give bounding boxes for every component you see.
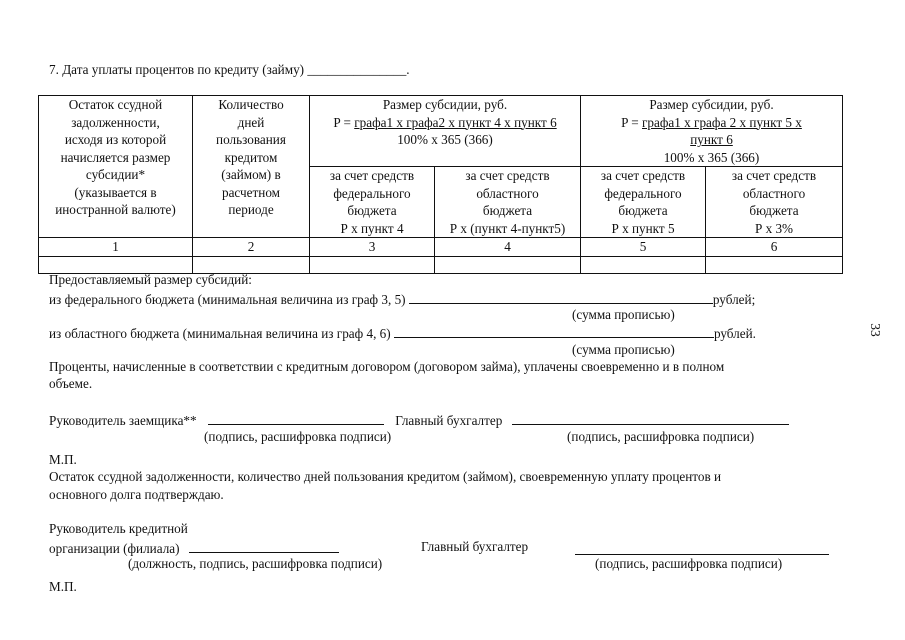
table-cell xyxy=(706,256,843,273)
col-header-regional-1: за счет средств областного бюджета Р х (пункт 4-пункт5) xyxy=(435,167,581,238)
provided-title: Предоставляемый размер субсидий: xyxy=(49,272,252,287)
table-cell xyxy=(193,256,310,273)
federal-sum-field[interactable] xyxy=(409,290,713,304)
regional-sum-caption: (сумма прописью) xyxy=(572,342,675,357)
borrower-accountant-signature-field[interactable] xyxy=(512,411,789,425)
stamp-place-2: М.П. xyxy=(49,579,77,594)
table-header-row xyxy=(39,96,843,167)
bank-head-label-1: Руководитель кредитной xyxy=(49,521,188,536)
formula-1: графа1 х графа2 х пункт 4 х пункт 6 xyxy=(354,114,557,130)
table-cell xyxy=(39,256,193,273)
col-group-subsidy-1: Размер субсидии, руб. P = графа1 х графа2 х пункт 4 х пункт 6 100% х 365 (366) xyxy=(310,96,581,167)
regional-rub: рублей. xyxy=(713,326,756,341)
stamp-place-1: М.П. xyxy=(49,452,77,467)
page-number: 33 xyxy=(867,323,883,337)
table-cell xyxy=(310,256,435,273)
borrower-signature-line xyxy=(49,411,789,429)
payment-date-blank: _______________. xyxy=(307,62,410,77)
bank-accountant-label: Главный бухгалтер xyxy=(421,539,529,554)
col-header-days: Количество дней пользования кредитом (займом) в расчетном периоде xyxy=(193,96,310,238)
col-group-subsidy-2: Размер субсидии, руб. P = графа1 х графа 2 х пункт 5 х пункт 6 100% х 365 (366) xyxy=(581,96,843,167)
regional-line xyxy=(49,324,756,342)
table-cell xyxy=(581,256,706,273)
borrower-accountant-label: Главный бухгалтер xyxy=(395,413,503,428)
confirm-line-2: основного долга подтверждаю. xyxy=(49,487,224,502)
federal-sum-caption: (сумма прописью) xyxy=(572,307,675,322)
payment-date-label: 7. Дата уплаты процентов по кредиту (займу) xyxy=(49,62,305,77)
interest-line-2: объеме. xyxy=(49,376,93,391)
col-header-federal-1: за счет средств федерального бюджета Р х пункт 4 xyxy=(310,167,435,238)
regional-sum-field[interactable] xyxy=(394,324,714,338)
regional-label: из областного бюджета (минимальная величина из граф 4, 6) xyxy=(49,326,391,341)
bank-signature-line xyxy=(49,539,339,557)
confirm-line-1: Остаток ссудной задолженности, количество дней пользования кредитом (займом), своевременную уплату процентов и xyxy=(49,469,722,484)
payment-date-line xyxy=(49,62,410,78)
borrower-head-signature-field[interactable] xyxy=(208,411,384,425)
borrower-accountant-caption: (подпись, расшифровка подписи) xyxy=(567,429,755,444)
table-cell xyxy=(435,256,581,273)
borrower-head-label: Руководитель заемщика** xyxy=(49,413,197,428)
bank-head-caption: (должность, подпись, расшифровка подписи) xyxy=(128,556,383,571)
bank-head-label-2: организации (филиала) xyxy=(49,541,180,556)
interest-line-1: Проценты, начисленные в соответствии с кредитным договором (договором займа), уплачены своевременно и в полном xyxy=(49,359,725,374)
federal-line xyxy=(49,290,755,308)
federal-rub: рублей; xyxy=(712,292,756,307)
table-empty-row xyxy=(39,256,843,273)
col-header-balance: Остаток ссудной задолженности, исходя из которой начисляется размер субсидии* (указывается в иностранной валюте) xyxy=(39,96,193,238)
bank-head-signature-field[interactable] xyxy=(189,539,339,553)
bank-accountant-signature-field[interactable] xyxy=(575,541,829,555)
bank-accountant-caption: (подпись, расшифровка подписи) xyxy=(595,556,783,571)
formula-2: графа1 х графа 2 х пункт 5 х xyxy=(642,114,802,130)
federal-label: из федерального бюджета (минимальная величина из граф 3, 5) xyxy=(49,292,406,307)
subsidy-table xyxy=(38,95,843,274)
borrower-head-caption: (подпись, расшифровка подписи) xyxy=(204,429,392,444)
table-number-row: 1 2 3 4 5 6 xyxy=(39,238,843,257)
col-header-federal-2: за счет средств федерального бюджета Р х пункт 5 xyxy=(581,167,706,238)
col-header-regional-2: за счет средств областного бюджета Р х 3% xyxy=(706,167,843,238)
